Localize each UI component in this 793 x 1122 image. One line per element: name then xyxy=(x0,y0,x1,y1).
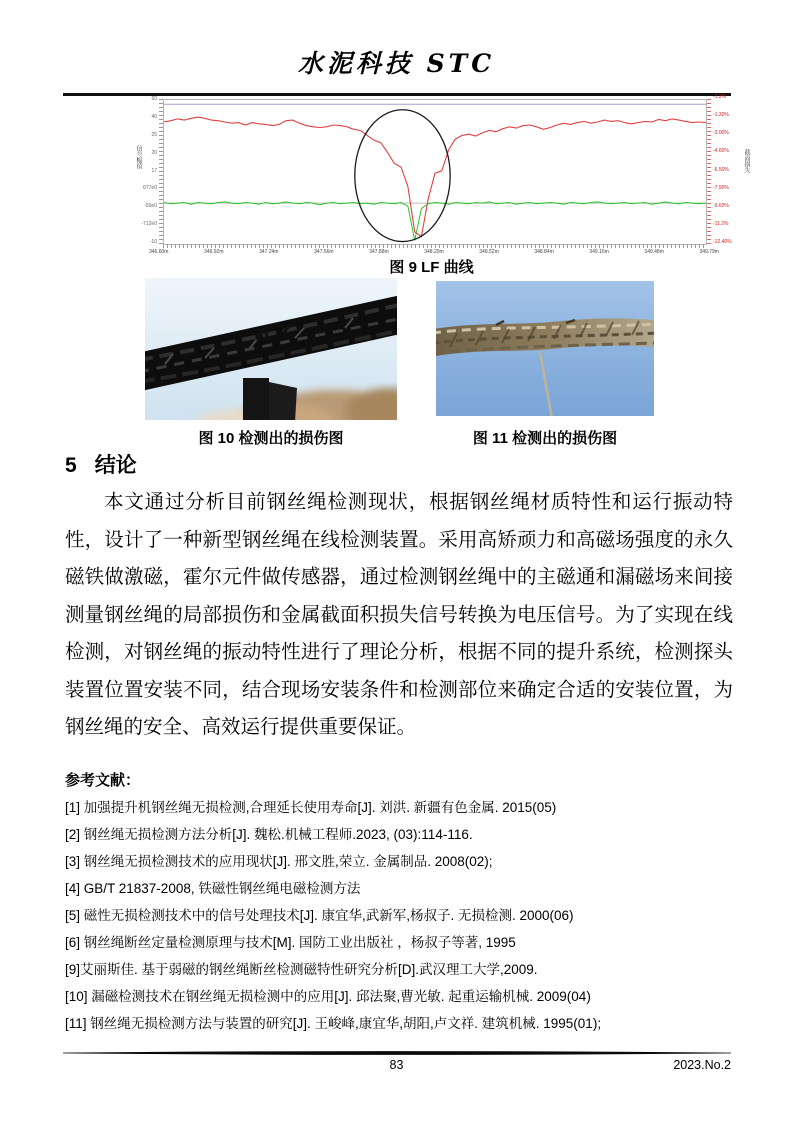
left-axis-tick-label: 25 xyxy=(151,131,157,138)
photo-right-canvas xyxy=(436,281,654,416)
left-axis-tick-label: -50e0 xyxy=(144,203,157,210)
reference-item: [3] 钢丝绳无损检测技术的应用现状[J]. 邢文胜,荣立. 金属制品. 2008(02); xyxy=(65,854,493,869)
page-number: 83 xyxy=(389,1058,404,1072)
footer-rule xyxy=(63,1049,731,1057)
chart-left-axis-ticks xyxy=(129,97,157,245)
x-axis-tick-label: 349.16m xyxy=(589,249,609,255)
right-axis-tick-label: -11.2% xyxy=(713,220,729,227)
x-axis-tick-label: 347.56m xyxy=(314,249,334,255)
x-axis-tick-label: 347.88m xyxy=(369,249,389,255)
chart-right-axis-label: 截面损失 xyxy=(743,149,749,173)
references-heading: 参考文献： xyxy=(65,772,141,789)
lf-curve-chart xyxy=(135,94,749,255)
left-axis-tick-label: 17 xyxy=(151,167,157,174)
left-axis-tick-label: 20 xyxy=(151,149,157,156)
photo-damaged-rope-left xyxy=(145,278,397,420)
reference-item: [1] 加强提升机钢丝绳无损检测,合理延长使用寿命[J]. 刘洪. 新疆有色金属. 2015(05) xyxy=(65,800,557,815)
header-rule xyxy=(63,93,731,96)
x-axis-tick-label: 348.84m xyxy=(534,249,554,255)
reference-item: [11] 钢丝绳无损检测方法与装置的研究[J]. 王峻峰,康宜华,胡阳,卢文祥. 建筑机械. 1995(01); xyxy=(65,1016,602,1031)
section-heading xyxy=(65,449,733,479)
left-axis-tick-label: 677e0 xyxy=(143,185,157,192)
issue-label: 2023.No.2 xyxy=(673,1058,731,1072)
reference-item: [2] 钢丝绳无损检测方法分析[J]. 魏松.机械工程师.2023, (03):114-116. xyxy=(65,827,473,842)
right-axis-tick-label: -7.90% xyxy=(713,184,729,191)
reference-item: [10] 漏磁检测技术在钢丝绳无损检测中的应用[J]. 邱法聚,曹光敏. 起重运输机械. 2009(04) xyxy=(65,989,591,1004)
journal-title: 水泥科技 STC xyxy=(297,49,496,78)
x-axis-tick-label: 346.60m xyxy=(149,249,169,255)
green-series-line xyxy=(164,202,706,240)
photo-left-canvas xyxy=(145,278,397,420)
chart-x-tick-marks xyxy=(163,244,707,248)
chart-x-axis-ticks xyxy=(149,249,719,255)
right-axis-tick-label: -1.30% xyxy=(713,112,729,119)
chart-right-axis-ticks xyxy=(713,95,743,245)
right-axis-tick-label: -12.40% xyxy=(713,239,732,245)
x-axis-tick-label: 347.24m xyxy=(259,249,279,255)
left-axis-tick-label: -712e0 xyxy=(141,221,157,228)
right-axis-tick-label: -1.2% xyxy=(713,94,727,100)
references-list xyxy=(65,794,733,1037)
reference-item: [6] 钢丝绳断丝定量检测原理与技术[M]. 国防工业出版社 ，杨叔子等著, 1995 xyxy=(65,935,516,950)
section-number: 5 xyxy=(65,454,77,477)
left-axis-tick-label: -10 xyxy=(149,239,157,245)
x-axis-tick-label: 348.52m xyxy=(479,249,499,255)
left-axis-tick-label: 40 xyxy=(151,113,157,120)
reference-item: [9]艾丽斯佳. 基于弱磁的钢丝绳断丝检测磁特性研究分析[D].武汉理工大学,2009. xyxy=(65,962,538,977)
chart-right-tick-marks xyxy=(707,99,711,245)
x-axis-tick-label: 349.48m xyxy=(644,249,664,255)
conclusion-paragraph: 本文通过分析目前钢丝绳检测现状，根据钢丝绳材质特性和运行振动特性，设计了一种新型钢丝绳在线检测装置。采用高矫顽力和高磁场强度的永久磁铁做激磁，霍尔元件做传感器，通过检测钢丝绳中的主磁通和漏磁场来间接测量钢丝绳的局部损伤和金属截面积损失信号转换为电压信号。为了实现在线检测，对钢丝绳的振动特性进行了理论分析，根据不同的提升系统，检测探头装置位置安装不同，结合现场安装条件和检测部位来确定合适的安装位置，为钢丝绳的安全、高效运行提供重要保证。 xyxy=(65,492,733,738)
chart-canvas xyxy=(164,100,706,244)
left-axis-tick-label: 60 xyxy=(151,96,157,102)
reference-item: [5] 磁性无损检测技术中的信号处理技术[J]. 康宜华,武新军,杨叔子. 无损检测. 2000(06) xyxy=(65,908,574,923)
chart-left-axis-label: 信号幅值 xyxy=(135,145,141,169)
reference-item: [4] GB/T 21837-2008, 铁磁性钢丝绳电磁检测方法 xyxy=(65,881,361,896)
x-axis-tick-label: 349.79m xyxy=(699,249,719,255)
fault-annotation-ellipse xyxy=(355,110,450,242)
right-axis-tick-label: -3.00% xyxy=(713,130,729,137)
figure10-caption: 图 10 检测出的损伤图 xyxy=(198,430,344,447)
right-axis-tick-label: -9.60% xyxy=(713,202,729,209)
x-axis-tick-label: 348.20m xyxy=(424,249,444,255)
section-title: 结论 xyxy=(94,454,137,477)
right-axis-tick-label: -4.60% xyxy=(713,148,729,155)
right-axis-tick-label: -6.50% xyxy=(713,166,729,173)
figure9-caption: 图 9 LF 曲线 xyxy=(389,259,474,276)
photo-damaged-rope-right xyxy=(436,281,654,416)
x-axis-tick-label: 346.92m xyxy=(204,249,224,255)
chart-plot-area xyxy=(163,99,707,245)
red-series-line xyxy=(164,117,706,237)
figure11-caption: 图 11 检测出的损伤图 xyxy=(472,430,618,447)
